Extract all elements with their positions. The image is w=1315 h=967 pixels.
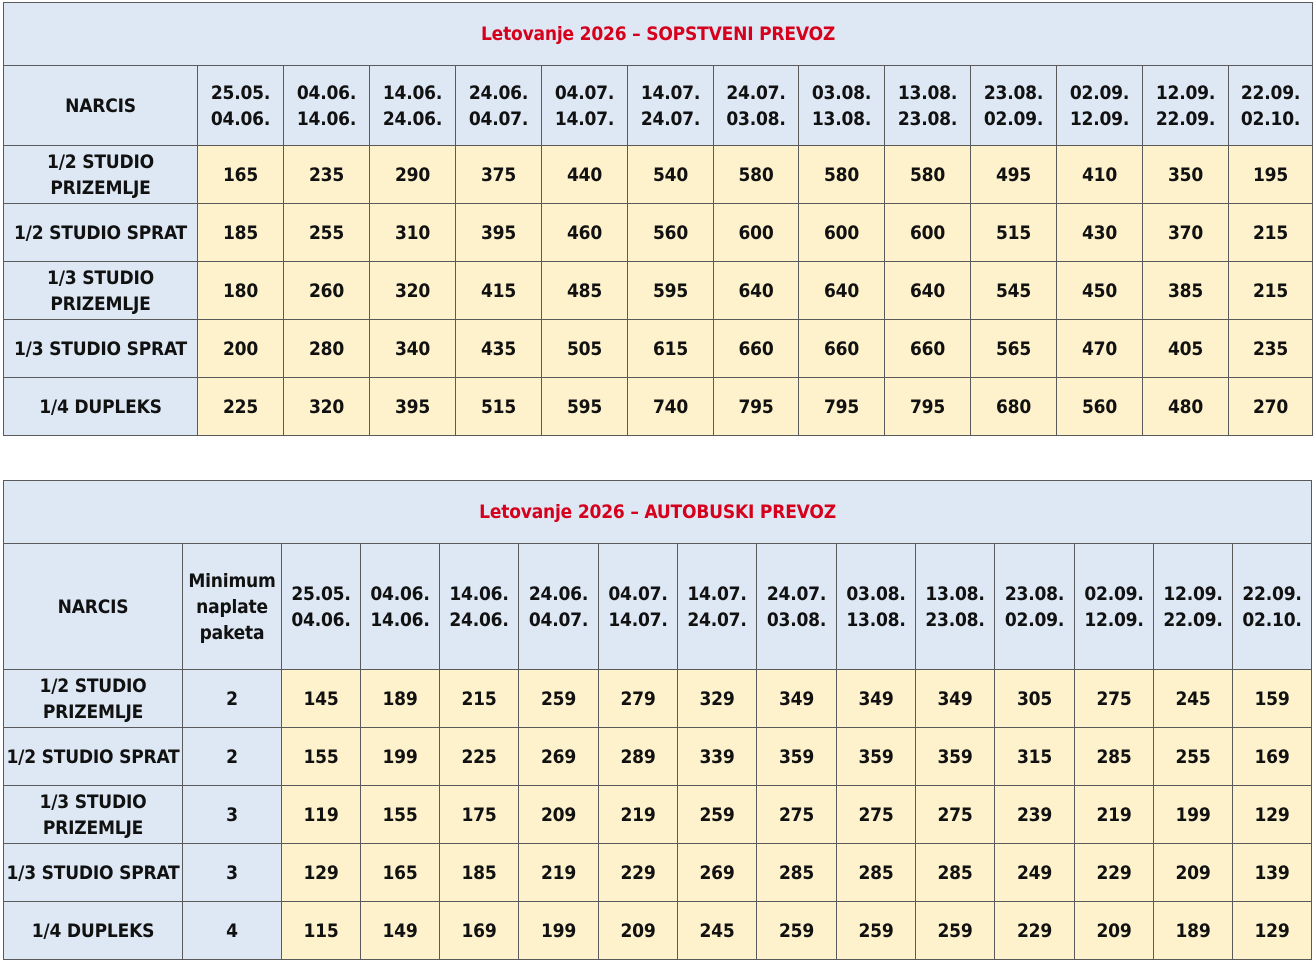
minimum-payment-cell: 2: [183, 670, 282, 728]
period-end: 02.09.: [983, 107, 1044, 130]
price-cell: 740: [628, 378, 714, 436]
price-cell: 229: [995, 902, 1075, 960]
price-cell: 580: [885, 146, 971, 204]
price-cell: 185: [198, 204, 284, 262]
price-cell: 505: [542, 320, 628, 378]
table-row: [4, 262, 1313, 320]
period-end: 14.06.: [370, 608, 430, 631]
price-cell: 155: [361, 786, 440, 844]
period-start: 04.06.: [370, 582, 430, 605]
table-row: [4, 670, 1312, 728]
room-type-label: 1/4 DUPLEKS: [4, 378, 198, 436]
period-start: 25.05.: [210, 81, 271, 104]
period-header: [1075, 544, 1154, 670]
price-cell: 169: [440, 902, 519, 960]
price-cell: 395: [370, 378, 456, 436]
price-cell: 165: [361, 844, 440, 902]
period-start: 12.09.: [1155, 81, 1216, 104]
minimum-header: Minimum naplate paketa: [183, 544, 282, 670]
period-header: [714, 66, 799, 146]
price-cell: 235: [1229, 320, 1313, 378]
price-cell: 415: [456, 262, 542, 320]
period-start: 12.09.: [1163, 582, 1223, 605]
price-cell: 270: [1229, 378, 1313, 436]
corner-label: NARCIS: [4, 66, 198, 146]
table-row: [4, 786, 1312, 844]
price-cell: 660: [885, 320, 971, 378]
price-cell: 209: [519, 786, 599, 844]
price-cell: 255: [284, 204, 370, 262]
price-cell: 225: [198, 378, 284, 436]
price-cell: 565: [971, 320, 1057, 378]
price-cell: 350: [1143, 146, 1229, 204]
table-row: [4, 146, 1313, 204]
price-cell: 349: [837, 670, 916, 728]
room-type-label: 1/3 STUDIO PRIZEMLJE: [4, 786, 183, 844]
period-header: [284, 66, 370, 146]
period-start: 22.09.: [1240, 81, 1301, 104]
room-type-label: 1/2 STUDIO SPRAT: [4, 728, 183, 786]
period-start: 13.08.: [925, 582, 985, 605]
price-cell: 269: [519, 728, 599, 786]
price-cell: 395: [456, 204, 542, 262]
price-cell: 199: [361, 728, 440, 786]
period-end: 22.09.: [1155, 107, 1216, 130]
period-end: 14.06.: [296, 107, 357, 130]
period-end: 02.09.: [1004, 608, 1065, 631]
period-start: 24.06.: [528, 582, 589, 605]
price-cell: 660: [799, 320, 885, 378]
price-cell: 209: [1154, 844, 1233, 902]
period-start: 24.07.: [766, 582, 827, 605]
price-cell: 440: [542, 146, 628, 204]
price-cell: 600: [799, 204, 885, 262]
period-header: [628, 66, 714, 146]
price-cell: 359: [837, 728, 916, 786]
room-type-label: 1/3 STUDIO PRIZEMLJE: [4, 262, 198, 320]
price-cell: 795: [885, 378, 971, 436]
period-header: [1229, 66, 1313, 146]
price-cell: 595: [542, 378, 628, 436]
price-cell: 275: [757, 786, 837, 844]
period-start: 22.09.: [1242, 582, 1302, 605]
price-cell: 249: [995, 844, 1075, 902]
price-cell: 480: [1143, 378, 1229, 436]
period-end: 12.09.: [1069, 107, 1130, 130]
period-end: 04.07.: [468, 107, 529, 130]
price-cell: 339: [678, 728, 757, 786]
period-end: 12.09.: [1084, 608, 1144, 631]
price-cell: 310: [370, 204, 456, 262]
period-end: 02.10.: [1242, 608, 1302, 631]
price-cell: 470: [1057, 320, 1143, 378]
price-cell: 129: [1233, 902, 1312, 960]
price-cell: 189: [1154, 902, 1233, 960]
price-cell: 795: [799, 378, 885, 436]
table-row: [4, 204, 1313, 262]
price-cell: 259: [757, 902, 837, 960]
price-cell: 359: [757, 728, 837, 786]
price-cell: 199: [519, 902, 599, 960]
price-cell: 245: [1154, 670, 1233, 728]
price-cell: 275: [837, 786, 916, 844]
price-cell: 410: [1057, 146, 1143, 204]
price-cell: 600: [885, 204, 971, 262]
period-end: 14.07.: [554, 107, 615, 130]
room-type-label: 1/3 STUDIO SPRAT: [4, 844, 183, 902]
price-cell: 215: [1229, 262, 1313, 320]
period-start: 04.06.: [296, 81, 357, 104]
price-cell: 305: [995, 670, 1075, 728]
period-start: 04.07.: [554, 81, 615, 104]
room-type-label: 1/4 DUPLEKS: [4, 902, 183, 960]
period-end: 03.08.: [766, 608, 827, 631]
table-row: [4, 844, 1312, 902]
price-cell: 435: [456, 320, 542, 378]
price-cell: 349: [757, 670, 837, 728]
room-type-label: 1/3 STUDIO SPRAT: [4, 320, 198, 378]
price-cell: 580: [799, 146, 885, 204]
price-cell: 159: [1233, 670, 1312, 728]
price-cell: 200: [198, 320, 284, 378]
period-end: 04.06.: [210, 107, 271, 130]
price-cell: 640: [714, 262, 799, 320]
price-cell: 169: [1233, 728, 1312, 786]
period-end: 03.08.: [726, 107, 786, 130]
minimum-payment-cell: 3: [183, 786, 282, 844]
period-header: [757, 544, 837, 670]
period-end: 04.07.: [528, 608, 589, 631]
period-header: [370, 66, 456, 146]
price-cell: 225: [440, 728, 519, 786]
period-start: 04.07.: [608, 582, 668, 605]
minimum-payment-cell: 2: [183, 728, 282, 786]
price-cell: 595: [628, 262, 714, 320]
period-start: 24.07.: [726, 81, 786, 104]
price-cell: 515: [456, 378, 542, 436]
period-header: [198, 66, 284, 146]
minimum-payment-cell: 4: [183, 902, 282, 960]
price-cell: 285: [757, 844, 837, 902]
price-cell: 259: [837, 902, 916, 960]
price-cell: 180: [198, 262, 284, 320]
table-title: Letovanje 2026 – AUTOBUSKI PREVOZ: [4, 481, 1312, 544]
price-cell: 269: [678, 844, 757, 902]
price-cell: 229: [599, 844, 678, 902]
price-cell: 129: [282, 844, 361, 902]
table-row: [4, 728, 1312, 786]
price-cell: 329: [678, 670, 757, 728]
period-start: 13.08.: [897, 81, 958, 104]
price-cell: 275: [1075, 670, 1154, 728]
period-header: [519, 544, 599, 670]
price-cell: 275: [916, 786, 995, 844]
price-cell: 315: [995, 728, 1075, 786]
price-cell: 560: [1057, 378, 1143, 436]
period-start: 14.06.: [382, 81, 443, 104]
period-end: 13.08.: [811, 107, 872, 130]
price-cell: 139: [1233, 844, 1312, 902]
period-header: [916, 544, 995, 670]
period-end: 24.06.: [449, 608, 509, 631]
period-end: 02.10.: [1240, 107, 1301, 130]
period-end: 22.09.: [1163, 608, 1223, 631]
price-cell: 280: [284, 320, 370, 378]
price-cell: 795: [714, 378, 799, 436]
price-cell: 560: [628, 204, 714, 262]
price-cell: 450: [1057, 262, 1143, 320]
price-cell: 375: [456, 146, 542, 204]
price-cell: 600: [714, 204, 799, 262]
price-cell: 495: [971, 146, 1057, 204]
price-cell: 219: [599, 786, 678, 844]
price-cell: 285: [916, 844, 995, 902]
period-end: 23.08.: [925, 608, 985, 631]
price-cell: 640: [799, 262, 885, 320]
period-header: [282, 544, 361, 670]
table-title: Letovanje 2026 – SOPSTVENI PREVOZ: [4, 3, 1313, 66]
price-cell: 640: [885, 262, 971, 320]
price-cell: 215: [1229, 204, 1313, 262]
period-start: 03.08.: [846, 582, 906, 605]
period-start: 23.08.: [1004, 582, 1065, 605]
price-cell: 460: [542, 204, 628, 262]
period-header: [456, 66, 542, 146]
minimum-payment-cell: 3: [183, 844, 282, 902]
price-cell: 545: [971, 262, 1057, 320]
price-cell: 209: [1075, 902, 1154, 960]
period-header: [599, 544, 678, 670]
room-type-label: 1/2 STUDIO PRIZEMLJE: [4, 146, 198, 204]
price-cell: 215: [440, 670, 519, 728]
price-cell: 189: [361, 670, 440, 728]
period-start: 03.08.: [811, 81, 872, 104]
period-header: [837, 544, 916, 670]
price-cell: 540: [628, 146, 714, 204]
period-header: [542, 66, 628, 146]
price-cell: 245: [678, 902, 757, 960]
period-header: [799, 66, 885, 146]
price-cell: 239: [995, 786, 1075, 844]
price-cell: 260: [284, 262, 370, 320]
price-cell: 175: [440, 786, 519, 844]
price-cell: 209: [599, 902, 678, 960]
period-start: 02.09.: [1084, 582, 1144, 605]
period-header: [995, 544, 1075, 670]
price-cell: 149: [361, 902, 440, 960]
room-type-label: 1/2 STUDIO PRIZEMLJE: [4, 670, 183, 728]
price-cell: 285: [1075, 728, 1154, 786]
price-cell: 195: [1229, 146, 1313, 204]
price-table-own-transport: [3, 2, 1313, 436]
price-cell: 285: [837, 844, 916, 902]
price-cell: 145: [282, 670, 361, 728]
table-row: [4, 378, 1313, 436]
corner-label: NARCIS: [4, 544, 183, 670]
price-cell: 155: [282, 728, 361, 786]
price-cell: 259: [678, 786, 757, 844]
price-cell: 485: [542, 262, 628, 320]
price-cell: 430: [1057, 204, 1143, 262]
price-cell: 119: [282, 786, 361, 844]
table-row: [4, 902, 1312, 960]
table-row: [4, 320, 1313, 378]
price-cell: 615: [628, 320, 714, 378]
period-start: 14.06.: [449, 582, 509, 605]
price-cell: 185: [440, 844, 519, 902]
price-cell: 255: [1154, 728, 1233, 786]
period-header: [885, 66, 971, 146]
price-cell: 580: [714, 146, 799, 204]
price-cell: 115: [282, 902, 361, 960]
price-cell: 680: [971, 378, 1057, 436]
period-header: [1057, 66, 1143, 146]
period-header: [361, 544, 440, 670]
period-start: 25.05.: [291, 582, 351, 605]
period-start: 14.07.: [640, 81, 701, 104]
price-cell: 340: [370, 320, 456, 378]
price-cell: 229: [1075, 844, 1154, 902]
price-cell: 515: [971, 204, 1057, 262]
price-cell: 259: [519, 670, 599, 728]
period-header: [1233, 544, 1312, 670]
period-header: [1154, 544, 1233, 670]
price-cell: 405: [1143, 320, 1229, 378]
price-cell: 199: [1154, 786, 1233, 844]
price-cell: 290: [370, 146, 456, 204]
price-cell: 359: [916, 728, 995, 786]
price-cell: 320: [284, 378, 370, 436]
price-cell: 219: [519, 844, 599, 902]
price-cell: 235: [284, 146, 370, 204]
period-header: [1143, 66, 1229, 146]
price-cell: 660: [714, 320, 799, 378]
period-start: 02.09.: [1069, 81, 1130, 104]
price-cell: 259: [916, 902, 995, 960]
price-table-bus-transport: [3, 480, 1312, 960]
period-header: [678, 544, 757, 670]
price-cell: 349: [916, 670, 995, 728]
price-cell: 289: [599, 728, 678, 786]
period-start: 24.06.: [468, 81, 529, 104]
period-end: 24.06.: [382, 107, 443, 130]
period-end: 23.08.: [897, 107, 958, 130]
price-cell: 320: [370, 262, 456, 320]
price-cell: 370: [1143, 204, 1229, 262]
price-cell: 165: [198, 146, 284, 204]
room-type-label: 1/2 STUDIO SPRAT: [4, 204, 198, 262]
price-cell: 219: [1075, 786, 1154, 844]
period-end: 04.06.: [291, 608, 351, 631]
period-end: 14.07.: [608, 608, 668, 631]
period-end: 24.07.: [687, 608, 747, 631]
period-header: [440, 544, 519, 670]
price-cell: 129: [1233, 786, 1312, 844]
period-start: 14.07.: [687, 582, 747, 605]
price-cell: 385: [1143, 262, 1229, 320]
period-header: [971, 66, 1057, 146]
price-cell: 279: [599, 670, 678, 728]
period-end: 13.08.: [846, 608, 906, 631]
period-end: 24.07.: [640, 107, 701, 130]
period-start: 23.08.: [983, 81, 1044, 104]
